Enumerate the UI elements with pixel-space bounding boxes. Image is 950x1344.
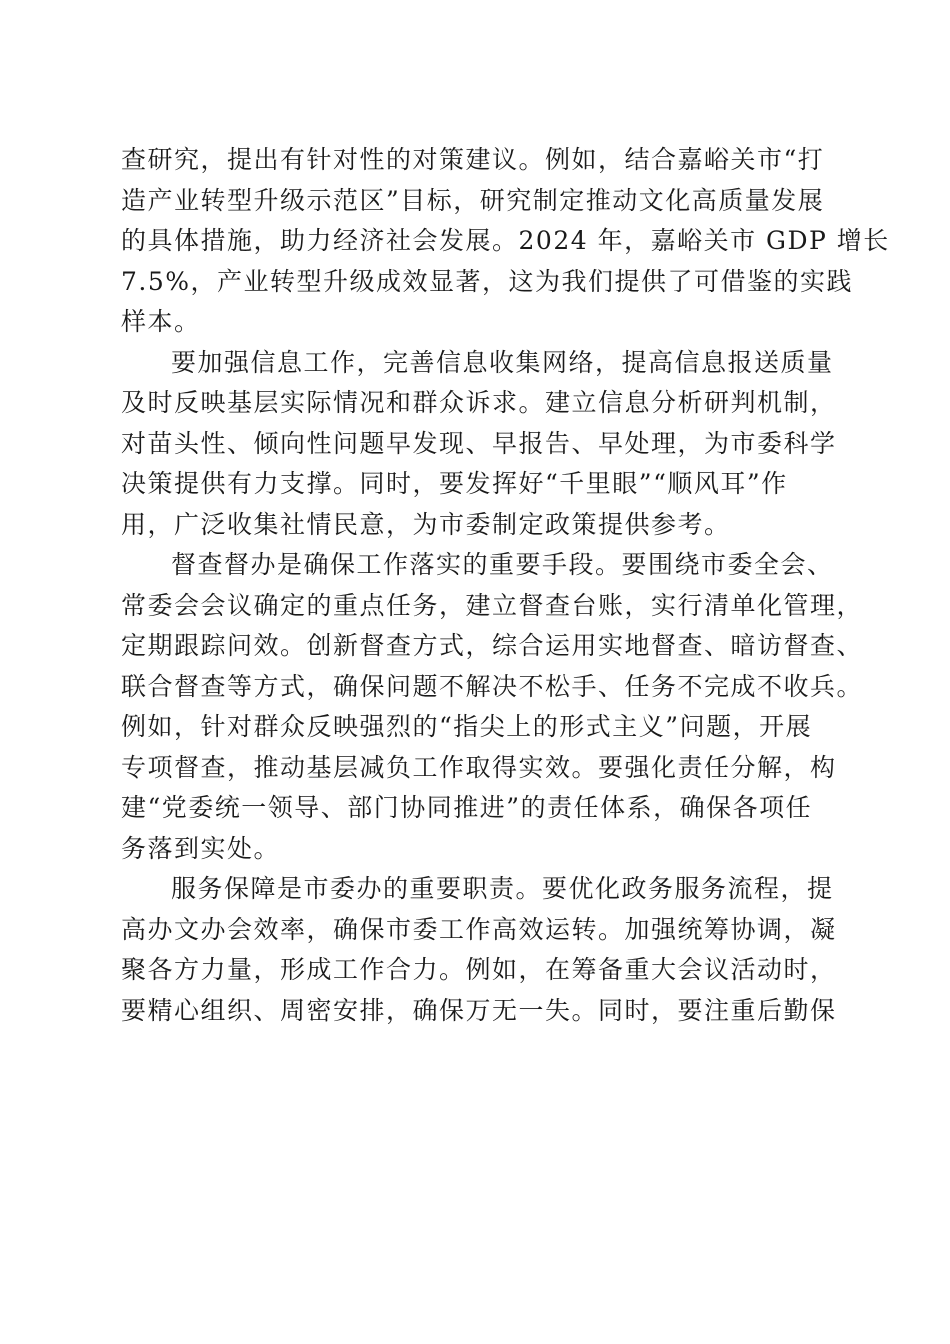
text-line: 务落到实处。 (121, 833, 281, 863)
paragraph-start-line: 督查督办是确保工作落实的重要手段。要围绕市委全会、 (171, 550, 834, 579)
paragraph-start-line: 服务保障是市委办的重要职责。要优化政务服务流程，提 (171, 874, 834, 903)
text-line: 高办文办会效率，确保市委工作高效运转。加强统筹协调，凝 (121, 914, 837, 944)
paragraph-start-line: 要加强信息工作，完善信息收集网络，提高信息报送质量 (171, 347, 834, 377)
text-line: 查研究，提出有针对性的对策建议。例如，结合嘉峪关市“打 (121, 145, 825, 174)
text-line: 决策提供有力支撑。同时，要发挥好“千里眼”“顺风耳”作 (121, 469, 788, 498)
text-line: 专项督查，推动基层减负工作取得实效。要强化责任分解，构 (121, 752, 837, 782)
text-line: 对苗头性、倾向性问题早发现、早报告、早处理，为市委科学 (121, 428, 837, 458)
text-line: 样本。 (121, 307, 201, 336)
text-line: 聚各方力量，形成工作合力。例如，在筹备重大会议活动时， (121, 955, 837, 984)
text-line: 建“党委统一领导、部门协同推进”的责任体系，确保各项任 (121, 793, 813, 822)
text-line: 定期跟踪问效。创新督查方式，综合运用实地督查、暗访督查、 (121, 631, 864, 660)
text-line: 7.5%，产业转型升级成效显著，这为我们提供了可借鉴的实践 (121, 266, 854, 296)
text-line: 的具体措施，助力经济社会发展。2024 年，嘉峪关市 GDP 增长 (121, 226, 890, 255)
text-line: 例如，针对群众反映强烈的“指尖上的形式主义”问题，开展 (121, 712, 813, 741)
text-line: 常委会会议确定的重点任务，建立督查台账，实行清单化管理， (121, 590, 864, 620)
text-line: 及时反映基层实际情况和群众诉求。建立信息分析研判机制， (121, 388, 837, 417)
text-line: 造产业转型升级示范区”目标，研究制定推动文化高质量发展 (121, 185, 825, 215)
text-line: 要精心组织、周密安排，确保万无一失。同时，要注重后勤保 (121, 995, 837, 1025)
body-text (121, 140, 890, 1031)
text-line: 联合督查等方式，确保问题不解决不松手、任务不完成不收兵。 (121, 671, 864, 701)
text-line: 用，广泛收集社情民意，为市委制定政策提供参考。 (121, 509, 731, 539)
